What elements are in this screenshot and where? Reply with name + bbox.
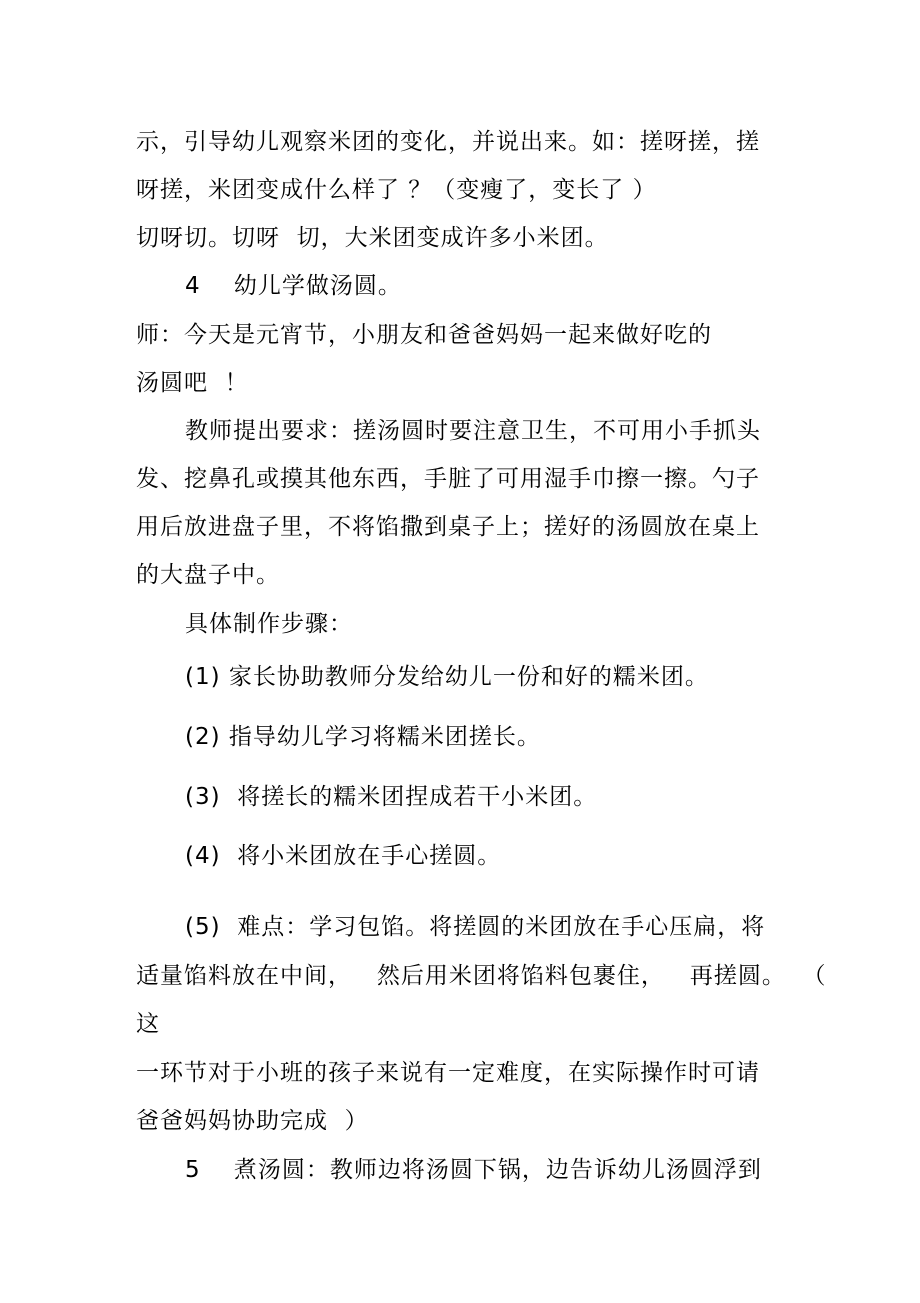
text-line: 师：今天是元宵节，小朋友和爸爸妈妈一起来做好吃的 bbox=[136, 322, 712, 348]
text-line: 这 bbox=[136, 1011, 160, 1037]
text-line: 示，引导幼儿观察米团的变化，并说出来。如：搓呀搓，搓 bbox=[136, 129, 760, 155]
text-line: 汤圆吧 ！ bbox=[136, 370, 249, 396]
text-line: 呀搓，米团变成什么样了 ？（变瘦了，变长了 ） bbox=[136, 177, 657, 203]
text-line: 4 幼儿学做汤圆。 bbox=[185, 273, 402, 299]
text-line: 5 煮汤圆：教师边将汤圆下锅，边告诉幼儿汤圆浮到 bbox=[185, 1157, 762, 1183]
text-line: 切呀切。切呀 切，大米团变成许多小米团。 bbox=[136, 225, 609, 251]
text-line: 具体制作步骤： bbox=[185, 611, 353, 637]
text-line: (2) 指导幼儿学习将糯米团搓长。 bbox=[185, 724, 541, 750]
text-line: 适量馅料放在中间， 然后用米团将馅料包裹住， 再搓圆。 （ bbox=[136, 963, 827, 989]
text-line: 的大盘子中。 bbox=[136, 562, 280, 588]
text-line: (3) 将搓长的糯米团捏成若干小米团。 bbox=[185, 784, 598, 810]
text-line: 一环节对于小班的孩子来说有一定难度，在实际操作时可请 bbox=[136, 1060, 760, 1086]
text-line: 发、挖鼻孔或摸其他东西，手脏了可用湿手巾擦一擦。勺子 bbox=[136, 466, 760, 492]
text-line: 爸爸妈妈协助完成 ） bbox=[136, 1108, 369, 1134]
text-line: (4) 将小米团放在手心搓圆。 bbox=[185, 843, 502, 869]
text-line: 用后放进盘子里，不将馅撒到桌子上；搓好的汤圆放在桌上 bbox=[136, 514, 760, 540]
text-line: (1) 家长协助教师分发给幼儿一份和好的糯米团。 bbox=[185, 664, 709, 690]
text-line: 教师提出要求：搓汤圆时要注意卫生，不可用小手抓头 bbox=[185, 418, 761, 444]
text-line: (5) 难点：学习包馅。将搓圆的米团放在手心压扁，将 bbox=[185, 914, 766, 940]
